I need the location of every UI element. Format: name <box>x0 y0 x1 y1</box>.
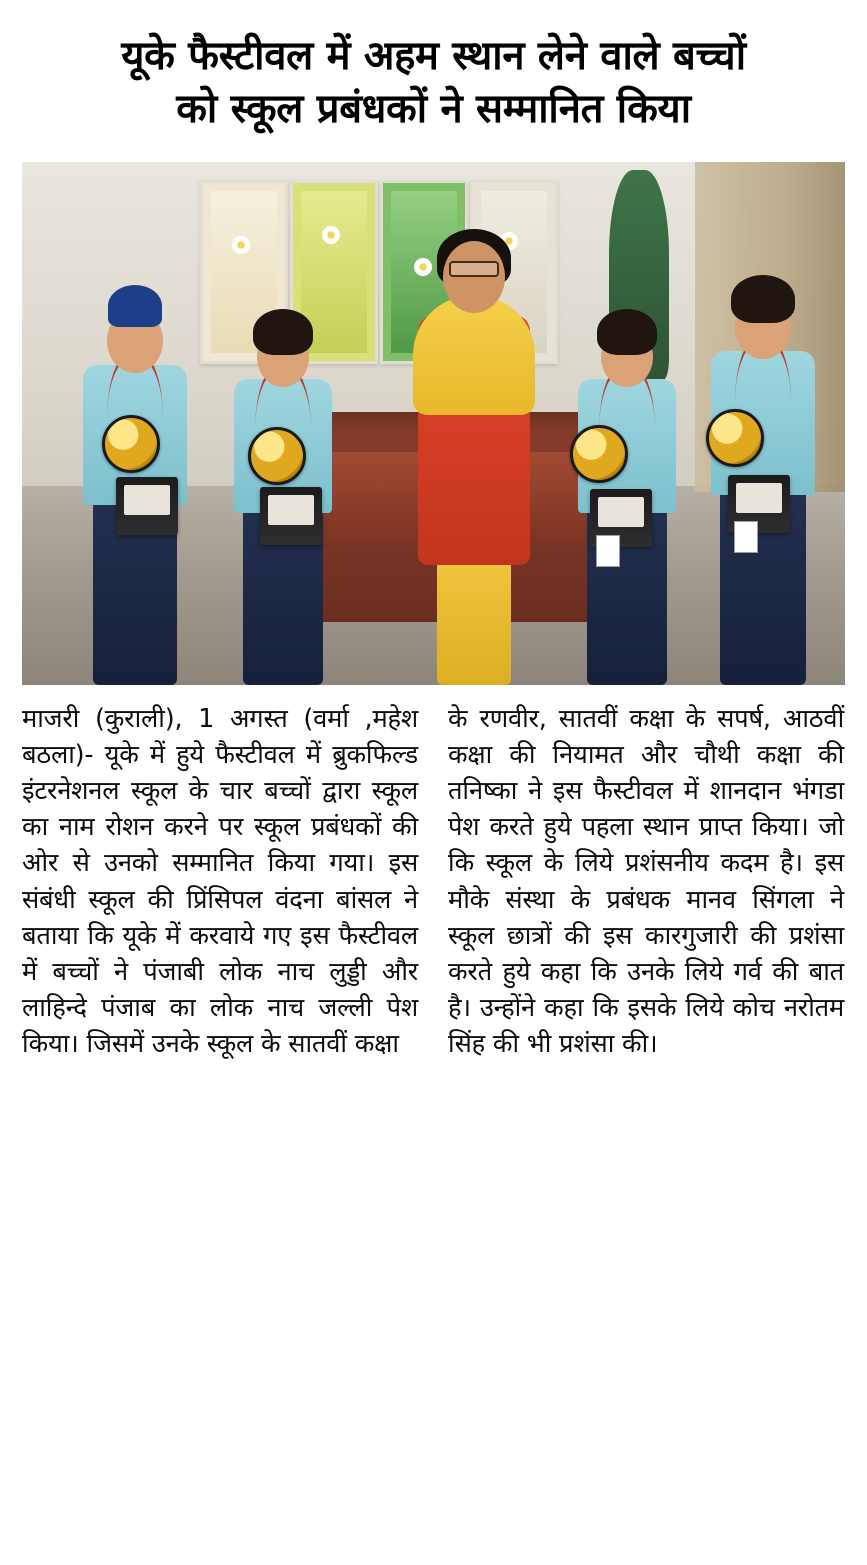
photo-scene <box>22 162 845 685</box>
student-left-1 <box>70 255 200 685</box>
id-badge <box>734 521 758 553</box>
daisy-icon <box>232 236 250 254</box>
principal-trousers <box>437 555 511 685</box>
eyeglasses-icon <box>449 261 499 277</box>
article-column-2 <box>448 701 844 1063</box>
principal-dupatta <box>413 295 535 415</box>
medal-icon <box>102 415 160 473</box>
award-plaque <box>260 487 322 545</box>
headline-line-1: यूके फैस्टीवल में अहम स्थान लेने वाले बच्चों <box>121 33 746 79</box>
medal-icon <box>248 427 306 485</box>
article-paragraph: के रणवीर, सातवीं कक्षा के सपर्ष, आठवीं कक्षा की नियामत और चौथी कक्षा की तनिष्का ने इस फैस्टीवल में शानदान भंगडा पेश करते हुये पहला स्थान प्राप्त किया। जो कि स्कूल के लिये प्रशंसनीय कदम है। इस मौके संस्था के प्रबंधक मानव सिंगला ने स्कूल छात्रों की इस कारगुजारी की प्रशंसा करते हुये कहा कि उनके लिये गर्व की बात है। उन्होंने कहा कि इसके लिये कोच नरोतम सिंह की भी प्रशंसा की। <box>448 703 844 1060</box>
medal-icon <box>570 425 628 483</box>
principal-head <box>443 241 505 313</box>
student-hair <box>253 309 313 355</box>
award-plaque <box>116 477 178 535</box>
article-body <box>22 701 845 1063</box>
medal-icon <box>706 409 764 467</box>
daisy-icon <box>322 226 340 244</box>
student-hair <box>597 309 657 355</box>
student-hair <box>731 275 795 323</box>
newspaper-clipping-page <box>0 30 867 1565</box>
page-title <box>22 30 845 136</box>
article-photo <box>22 162 845 685</box>
headline-line-2: को स्कूल प्रबंधकों ने सम्मानित किया <box>176 85 691 132</box>
id-badge <box>596 535 620 567</box>
article-paragraph: माजरी (कुराली), 1 अगस्त (वर्मा ,महेश बठला)- यूके में हुये फैस्टीवल में ब्रुकफिल्ड इंटरनेशनल स्कूल के चार बच्चों द्वारा स्कूल का नाम रोशन करने पर स्कूल प्रबंधकों की ओर से उनको सम्मानित किया गया। इस संबंधी स्कूल की प्रिंसिपल वंदना बांसल ने बताया कि यूके में करवाये गए इस फैस्टीवल में बच्चों ने पंजाबी लोक नाच लुड्डी और लाहिन्दे पंजाब का लोक नाच जल्ली पेश किया। जिसमें उनके स्कूल के सातवीं कक्षा <box>22 703 418 1060</box>
student-right-1 <box>562 275 692 685</box>
patka-headwear <box>108 285 162 327</box>
student-left-2 <box>218 275 348 685</box>
student-right-2 <box>698 235 828 685</box>
principal-center <box>414 215 534 685</box>
article-column-1 <box>22 701 418 1063</box>
